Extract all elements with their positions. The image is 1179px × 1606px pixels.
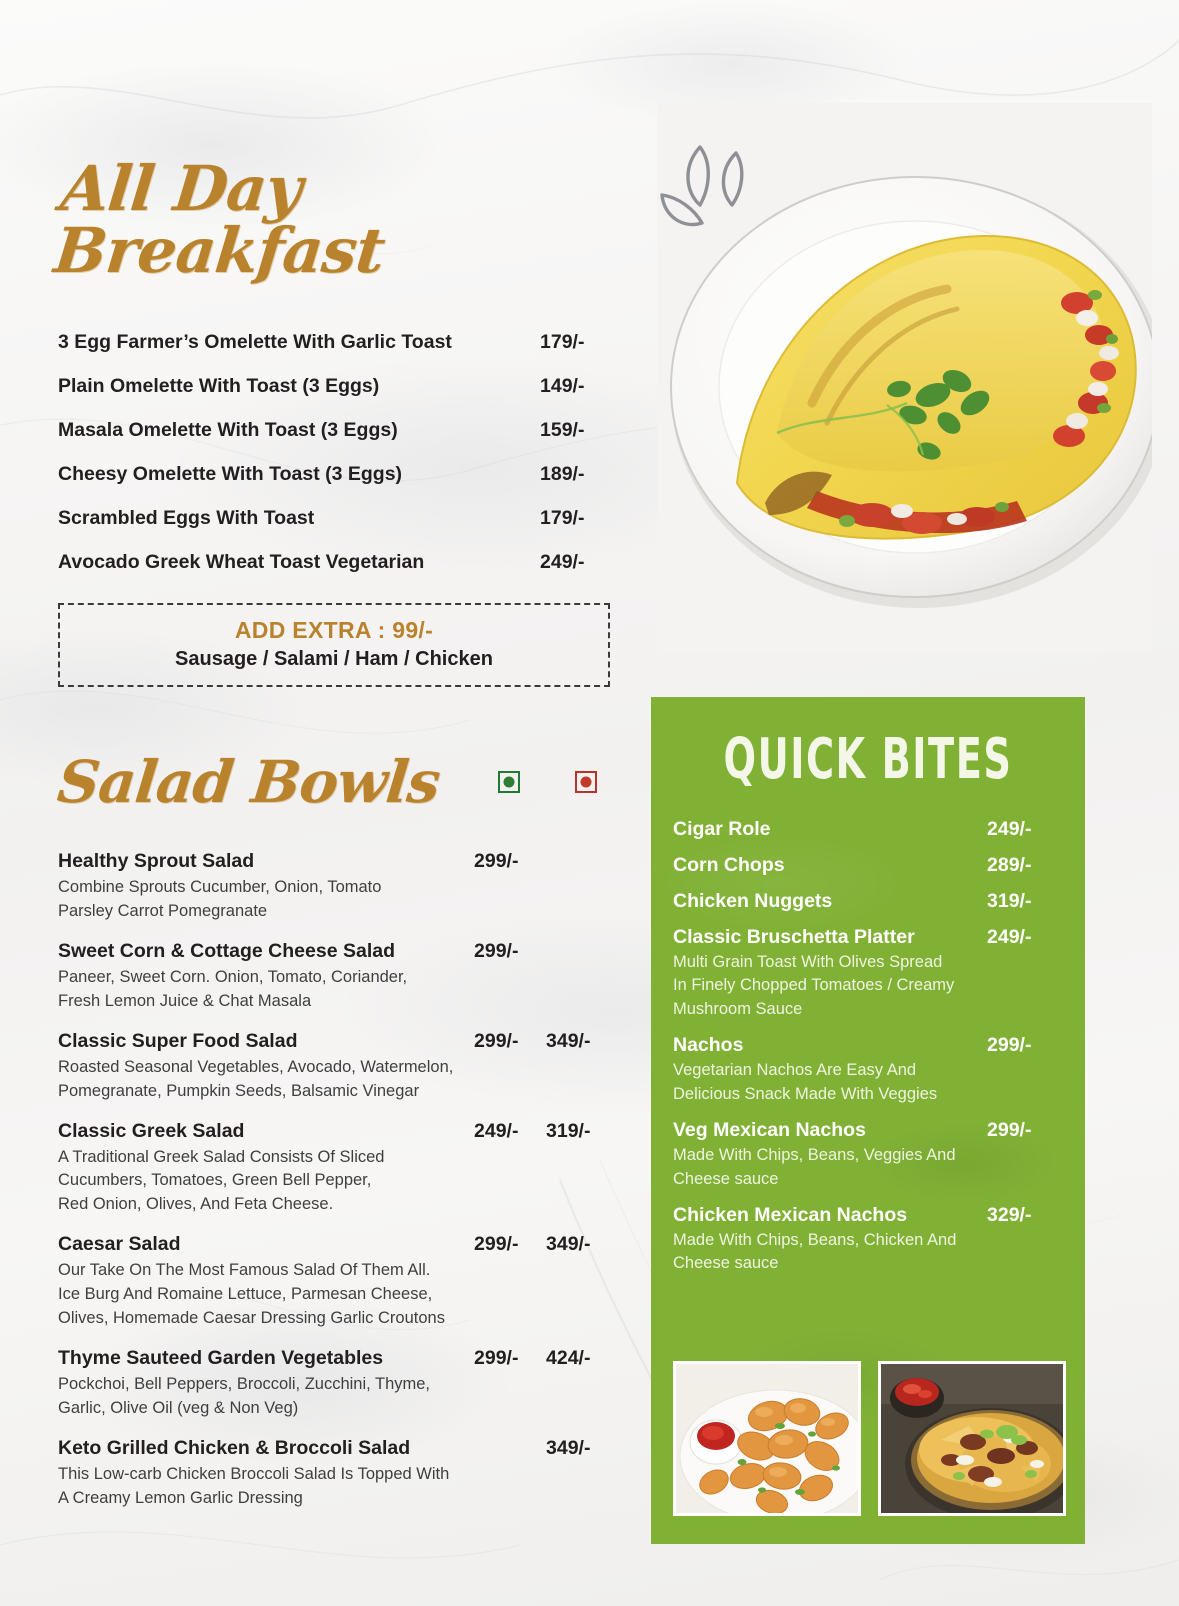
quick-bites-title: QUICK BITES xyxy=(723,727,1013,792)
item-price: 319/- xyxy=(987,890,1032,912)
item-price: 249/- xyxy=(987,926,1032,948)
non-veg-indicator-icon xyxy=(575,771,597,793)
item-price: 249/- xyxy=(540,551,585,573)
salad-row[interactable] xyxy=(58,1233,618,1331)
salad-bowls-title: Salad Bowls xyxy=(54,748,443,816)
salad-item-list xyxy=(58,850,618,1511)
item-price-nonveg: 349/- xyxy=(546,1436,591,1459)
item-name: Scrambled Eggs With Toast xyxy=(58,507,315,529)
item-price: 189/- xyxy=(540,463,585,485)
item-name: Cheesy Omelette With Toast (3 Eggs) xyxy=(58,463,403,485)
item-name: Corn Chops xyxy=(673,854,785,876)
item-description: Our Take On The Most Famous Salad Of Them All. Ice Burg And Romaine Lettuce, Parmesan Cheese, Olives, Homemade Caesar Dressing Garlic Croutons xyxy=(58,1261,445,1328)
item-price: 179/- xyxy=(540,507,585,529)
salad-row[interactable] xyxy=(58,1437,618,1511)
item-price-nonveg: 424/- xyxy=(546,1347,591,1370)
item-price: 299/- xyxy=(987,1119,1032,1142)
menu-row[interactable] xyxy=(58,375,618,398)
quick-bites-photo-strip xyxy=(673,1361,1066,1516)
add-extra-headline: ADD EXTRA : 99/- xyxy=(234,617,434,643)
quick-bites-row[interactable] xyxy=(673,818,1063,841)
item-price-veg: 299/- xyxy=(474,1233,519,1256)
three-petal-doodle-icon xyxy=(648,135,773,240)
quick-bites-row[interactable] xyxy=(673,1119,1063,1191)
item-name: Thyme Sauteed Garden Vegetables xyxy=(58,1347,384,1370)
item-description: Multi Grain Toast With Olives Spread In Finely Chopped Tomatoes / Creamy Mushroom Sauce xyxy=(673,953,955,1018)
item-price: 159/- xyxy=(540,419,585,441)
quick-bites-item-list xyxy=(651,818,1085,1276)
item-description: Made With Chips, Beans, Veggies And Cheese sauce xyxy=(673,1146,956,1188)
quick-bites-row[interactable] xyxy=(673,1204,1063,1276)
salad-row[interactable] xyxy=(58,850,618,924)
item-price-veg: 249/- xyxy=(474,1119,519,1142)
item-description: Roasted Seasonal Vegetables, Avocado, Watermelon, Pomegranate, Pumpkin Seeds, Balsamic Vinegar xyxy=(58,1057,454,1100)
item-description: A Traditional Greek Salad Consists Of Sliced Cucumbers, Tomatoes, Green Bell Pepper, Red Onion, Olives, And Feta Cheese. xyxy=(58,1147,385,1214)
add-extra-options: Sausage / Salami / Ham / Chicken xyxy=(175,648,493,670)
item-name: Classic Bruschetta Platter xyxy=(673,926,915,948)
salad-row[interactable] xyxy=(58,1120,618,1218)
menu-row[interactable] xyxy=(58,507,618,530)
veg-indicator-icon xyxy=(498,771,520,793)
item-name: Plain Omelette With Toast (3 Eggs) xyxy=(58,375,380,397)
salad-row[interactable] xyxy=(58,1347,618,1421)
left-column xyxy=(50,0,618,1527)
nachos-platter-photo xyxy=(878,1361,1066,1516)
quick-bites-row[interactable] xyxy=(673,854,1063,877)
item-price-nonveg: 319/- xyxy=(546,1119,591,1142)
menu-row[interactable] xyxy=(58,463,618,486)
breakfast-title: All Day Breakfast xyxy=(50,152,388,287)
item-name: Avocado Greek Wheat Toast Vegetarian xyxy=(58,551,425,573)
item-price: 179/- xyxy=(540,331,585,353)
item-price-veg: 299/- xyxy=(474,939,519,962)
salad-row[interactable] xyxy=(58,1030,618,1104)
item-name: Keto Grilled Chicken & Broccoli Salad xyxy=(58,1436,411,1459)
item-price: 289/- xyxy=(987,854,1032,876)
item-name: Masala Omelette With Toast (3 Eggs) xyxy=(58,419,398,441)
item-price: 299/- xyxy=(987,1034,1032,1057)
item-price-nonveg: 349/- xyxy=(546,1029,591,1052)
item-price: 249/- xyxy=(987,818,1032,840)
item-description: Pockchoi, Bell Peppers, Broccoli, Zucchini, Thyme, Garlic, Olive Oil (veg & Non Veg) xyxy=(58,1375,431,1417)
item-description: This Low-carb Chicken Broccoli Salad Is Topped With A Creamy Lemon Garlic Dressing xyxy=(58,1464,450,1507)
item-name: Classic Greek Salad xyxy=(58,1119,245,1142)
item-name: Cigar Role xyxy=(673,818,771,840)
item-description: Made With Chips, Beans, Chicken And Cheese sauce xyxy=(673,1230,957,1273)
item-price-veg: 299/- xyxy=(474,850,519,872)
salad-bowls-section xyxy=(54,748,618,1511)
item-description: Combine Sprouts Cucumber, Onion, Tomato Parsley Carrot Pomegranate xyxy=(58,878,382,920)
salad-row[interactable] xyxy=(58,940,618,1014)
item-price: 149/- xyxy=(540,375,585,397)
menu-row[interactable] xyxy=(58,419,618,442)
item-price-nonveg: 349/- xyxy=(546,1233,591,1256)
item-name: Classic Super Food Salad xyxy=(58,1029,298,1052)
item-price: 329/- xyxy=(987,1203,1032,1226)
item-name: Chicken Nuggets xyxy=(673,890,833,912)
quick-bites-row[interactable] xyxy=(673,926,1063,1021)
item-name: Chicken Mexican Nachos xyxy=(673,1203,908,1226)
item-name: Veg Mexican Nachos xyxy=(673,1119,866,1142)
menu-row[interactable] xyxy=(58,331,618,354)
quick-bites-row[interactable] xyxy=(673,1034,1063,1106)
add-extra-box xyxy=(58,603,610,687)
item-description: Paneer, Sweet Corn. Onion, Tomato, Coriander, Fresh Lemon Juice & Chat Masala xyxy=(58,967,408,1010)
item-description: Vegetarian Nachos Are Easy And Delicious Snack Made With Veggies xyxy=(673,1061,938,1103)
item-name: Healthy Sprout Salad xyxy=(58,850,255,872)
menu-row[interactable] xyxy=(58,551,618,574)
item-name: Nachos xyxy=(673,1034,744,1057)
breakfast-section xyxy=(50,0,618,687)
quick-bites-row[interactable] xyxy=(673,890,1063,913)
quick-bites-panel xyxy=(651,697,1085,1544)
diet-legend xyxy=(498,771,597,798)
breakfast-item-list xyxy=(58,331,618,574)
item-name: 3 Egg Farmer’s Omelette With Garlic Toast xyxy=(58,331,452,353)
item-price-veg: 299/- xyxy=(474,1347,519,1370)
chicken-nuggets-photo xyxy=(673,1361,861,1516)
item-name: Sweet Corn & Cottage Cheese Salad xyxy=(58,939,396,962)
item-price-veg: 299/- xyxy=(474,1029,519,1052)
item-name: Caesar Salad xyxy=(58,1233,181,1256)
